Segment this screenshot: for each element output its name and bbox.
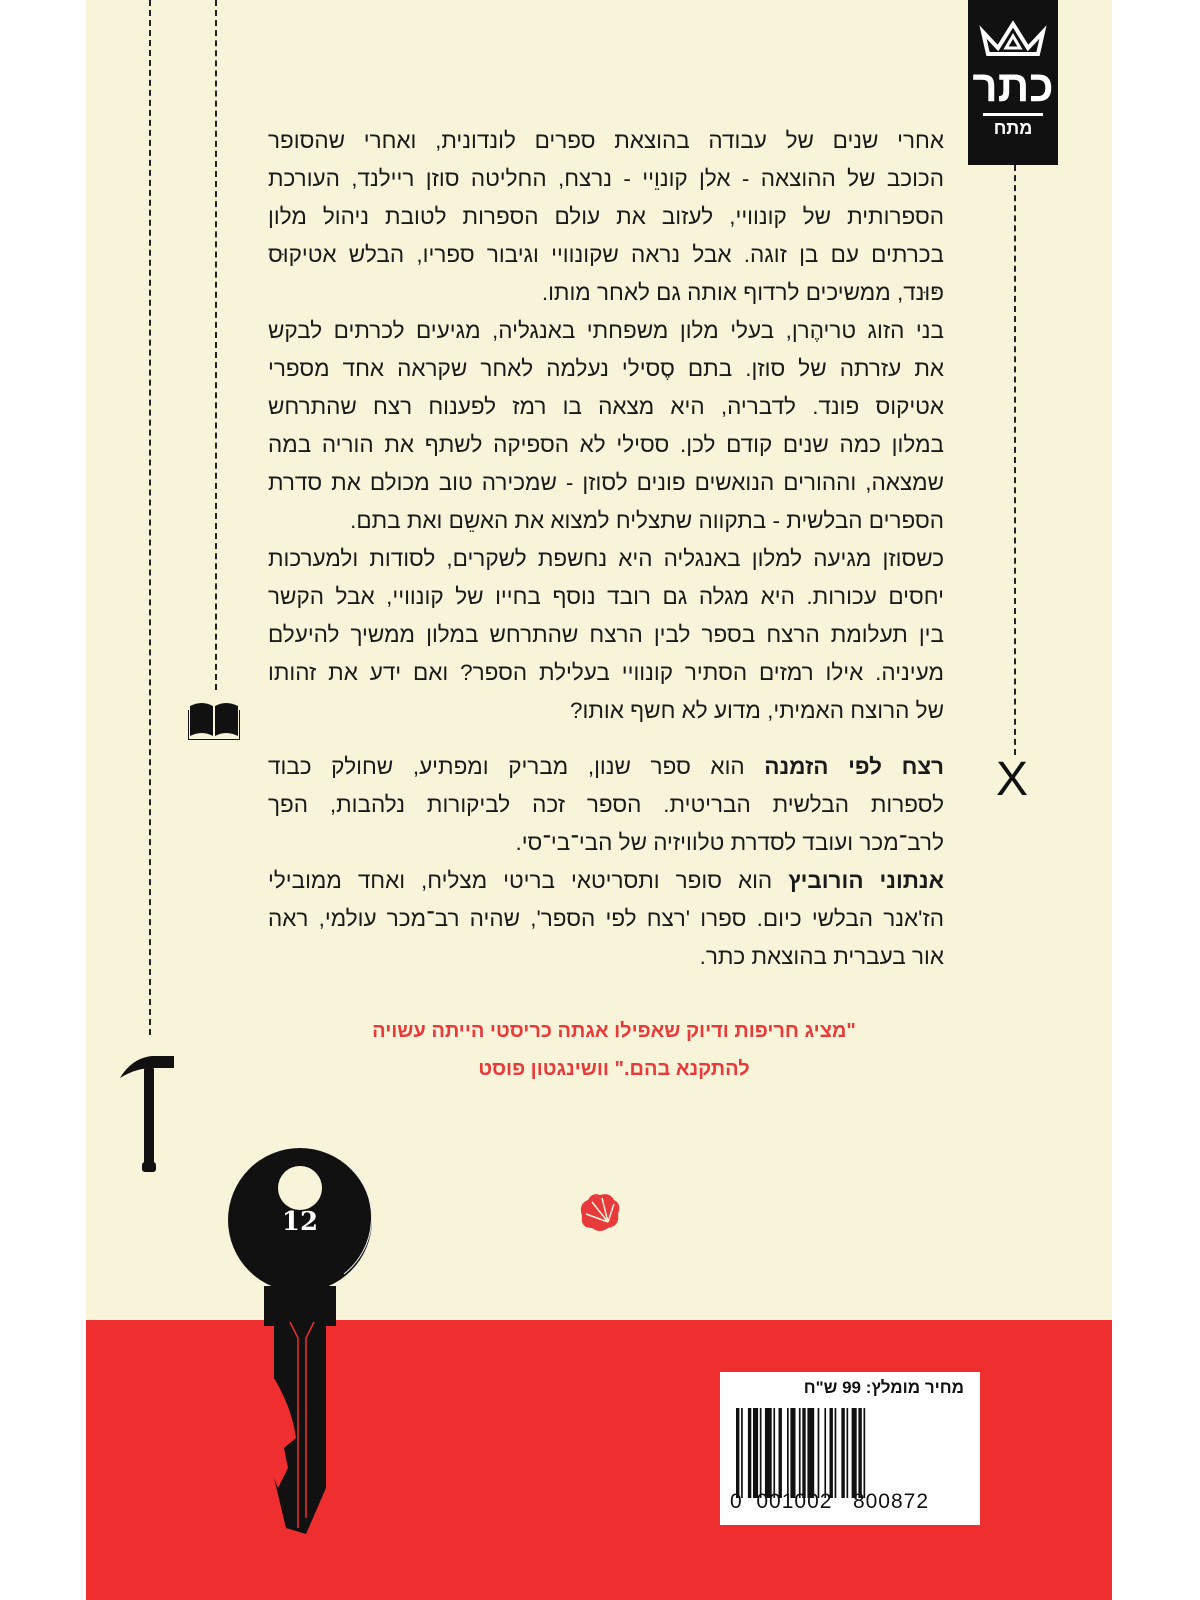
text-line: הכוכב של ההוצאה - אלן קונוֵיי - נרצח, החליטה סוזן ריילנד, העורכת — [268, 166, 944, 191]
barcode-bar — [824, 1408, 826, 1498]
open-book-icon — [188, 700, 240, 740]
logo-imprint: מתח — [993, 118, 1033, 138]
logo-divider — [983, 113, 1043, 116]
barcode-bar — [835, 1408, 837, 1498]
text-line: בני הזוג טריהֶרן, בעלי מלון משפחתי באנגליה, מגיעים לכרתים לבקש — [268, 318, 944, 343]
synopsis-paragraph — [268, 540, 944, 730]
text-line: הספרותית של קונוויי, לעזוב את עולם הספרות לטובת ניהול מלון — [268, 204, 944, 229]
text-line: בין תעלומת הרצח בספר לבין הרצח שהתרחש במלון ממשיך להיעלם — [268, 622, 944, 647]
barcode-bar — [760, 1408, 762, 1498]
barcode-box — [720, 1372, 980, 1525]
barcode-bar — [753, 1408, 758, 1498]
barcode-bar — [779, 1408, 782, 1498]
x-mark: X — [996, 753, 1029, 806]
barcode-bar — [847, 1408, 849, 1498]
barcode-digit-first: 0 — [730, 1490, 743, 1513]
synopsis-paragraph — [268, 312, 944, 540]
publisher-logo — [968, 0, 1058, 165]
book-back-cover — [86, 0, 1112, 1600]
barcode-bar — [790, 1408, 795, 1498]
barcode-bar — [807, 1408, 814, 1498]
about-book — [268, 748, 944, 862]
about-author — [268, 862, 944, 976]
text-line: שמצאה, וההורים הנואשים פונים לסוזן - שמכירה טוב מכולם את סדרת — [268, 470, 944, 495]
barcode-bar — [802, 1408, 805, 1498]
text-line: הוא ספר שנון, מבריק ומפתיע, שחולק כבוד — [268, 754, 745, 779]
barcode-bar — [736, 1408, 739, 1498]
text-line: פּוּנד, ממשיכים לרדוף אותה גם לאחר מותו. — [541, 280, 944, 305]
dashed-line-hammer — [149, 0, 151, 1035]
text-line: במלון כמה שנים קודם לכן. ססילי לא הספיקה לשתף את הוריה במה — [268, 432, 944, 457]
quote-line: "מציג חריפות ודיוק שאפילו אגתה כריסטי הייתה עשויה — [372, 1020, 856, 1042]
barcode-bar — [741, 1408, 743, 1498]
key-illustration — [226, 1148, 386, 1538]
quote-source: וושינגטון פוסט — [478, 1058, 609, 1080]
key-number: 12 — [281, 1207, 319, 1237]
barcode-bar — [864, 1408, 866, 1498]
text-line: אטיקוס פונד. לדבריה, היא מצאה בו רמז לפענוח רצח שהתרחש — [268, 394, 944, 419]
text-line: את עזרתה של סוזן. בתם סֶסילי נעלמה לאחר שקראה אחד מספרי — [268, 356, 944, 381]
flower-icon — [578, 1192, 622, 1232]
text-line: אור בעברית בהוצאת כתר. — [699, 944, 944, 969]
barcode-bar — [818, 1408, 820, 1498]
text-line: הספרים הבלשית - בתקווה שתצליח למצוא את האשֵם ואת בתם. — [350, 508, 944, 533]
recommended-price: מחיר מומלץ: 99 ש"ח — [803, 1378, 964, 1397]
text-line: של הרוצח האמיתי, מדוע לא חשף אותו? — [570, 698, 944, 723]
book-title: רצח לפי הזמנה — [764, 754, 944, 779]
barcode-bar — [765, 1408, 772, 1498]
text-line: הוא סופר ותסריטאי בריטי מצליח, ואחד ממובילי — [268, 868, 773, 893]
barcode-digits-right: 800872 — [852, 1490, 930, 1513]
barcode-bar — [830, 1408, 833, 1498]
barcode-bar — [858, 1408, 861, 1498]
author-name: אנתוני הורוביץ — [788, 868, 944, 893]
text-line: בכרתים עם בן זוגה. אבל נראה שקונוויי וגיבור ספריו, הבלש אטיקוּס — [268, 242, 944, 267]
crown-icon — [978, 18, 1048, 58]
barcode-bars — [736, 1408, 964, 1498]
hammer-icon — [118, 1052, 178, 1182]
text-line: מעיניה. אילו רמזים הסתיר קונוויי בעלילת הספר? ואם ידע את זהותו — [268, 660, 944, 685]
text-line: אחרי שנים של עבודה בהוצאת ספרים לונדונית, ואחרי שהסופר — [268, 128, 944, 153]
dashed-line-book — [215, 0, 217, 690]
dashed-line-x — [1014, 165, 1016, 755]
barcode-digits-left: 001002 — [756, 1490, 833, 1513]
text-line: יחסים עכורות. היא מגלה גם רובד נוסף בחייו של קונוויי, אבל הקשר — [268, 584, 944, 609]
logo-name: כתר — [972, 62, 1054, 111]
barcode-bar — [748, 1408, 751, 1498]
review-quote — [286, 1012, 942, 1088]
synopsis-paragraph — [268, 122, 944, 312]
barcode-bar — [852, 1408, 857, 1498]
barcode-bar — [799, 1408, 801, 1498]
barcode-bar — [841, 1408, 844, 1498]
barcode-bar — [773, 1408, 775, 1498]
back-cover-text — [268, 122, 944, 976]
text-line: כשסוזן מגיעה למלון באנגליה היא נחשפת לשקרים, לסודות ולמערכות — [268, 546, 944, 571]
barcode-digits — [730, 1490, 929, 1514]
text-line: הז'אנר הבלשי כיום. ספרו 'רצח לפי הספר', שהיה רב־מכר עולמי, ראה — [268, 906, 944, 931]
text-line: לספרות הבלשית הבריטית. הספר זכה לביקורות נלהבות, הפך — [268, 792, 944, 817]
barcode-bar — [787, 1408, 789, 1498]
quote-line: להתקנא בהם." — [614, 1058, 750, 1080]
text-line: לרב־מכר ועובד לסדרת טלוויזיה של הבי־בי־סי. — [515, 830, 944, 855]
